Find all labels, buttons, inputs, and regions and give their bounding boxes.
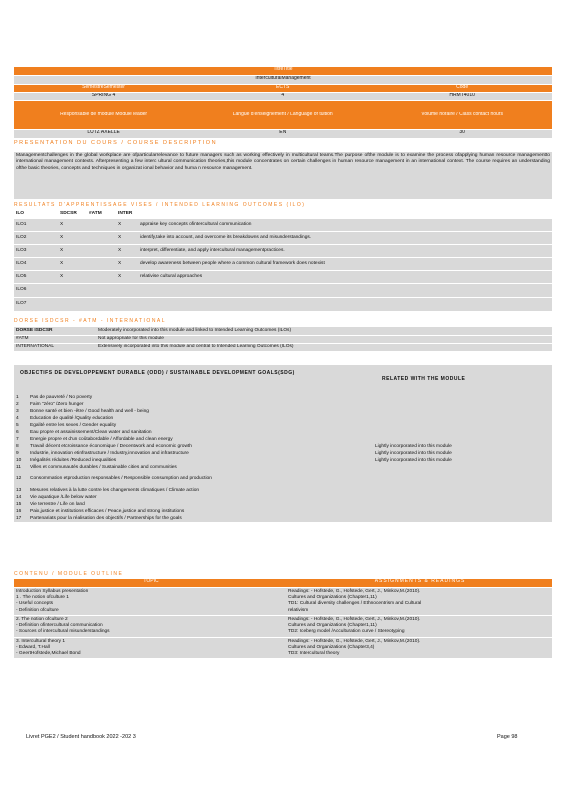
ilo-id: ILO4 bbox=[14, 257, 58, 270]
table-row bbox=[14, 616, 552, 638]
title-label: TitreTitle bbox=[273, 67, 293, 72]
table-row bbox=[14, 415, 552, 422]
sdg-goal: Faim "zéro" /Zero hunger bbox=[30, 401, 84, 407]
sdg-number: 14 bbox=[16, 494, 22, 500]
footer-left: Livret PGE2 / Student handbook 2022 -202 3 bbox=[26, 734, 136, 740]
table-row bbox=[14, 394, 552, 401]
ilo-sdcsr: X bbox=[58, 270, 87, 283]
assign-line: TD3: Intercultural theory bbox=[287, 651, 340, 657]
sdg-goal: Paix,justice et institutions efficaces / Peace,justice and strong institutions bbox=[30, 508, 185, 514]
outline-topic bbox=[14, 638, 286, 659]
legend-value: Extensively incorporated into this module and central to Intended Learning Outcomes (ILOs) bbox=[96, 343, 552, 351]
sdg-number: 12 bbox=[16, 476, 22, 482]
table-row bbox=[14, 270, 552, 283]
ilo-atm bbox=[87, 231, 116, 244]
ilo-atm bbox=[87, 244, 116, 257]
legend-key: INTERNATIONAL bbox=[14, 343, 96, 351]
table-row bbox=[14, 487, 552, 494]
sdg-relation bbox=[373, 394, 552, 401]
table-row bbox=[14, 457, 552, 464]
semester-value-row bbox=[14, 93, 552, 100]
sdg-goal: Egalité entre les sexes / Gender equality bbox=[30, 422, 117, 428]
ilo-table bbox=[14, 210, 552, 218]
ilo-id: ILO7 bbox=[14, 297, 58, 311]
sdg-relation: Lightly incorporated into this module bbox=[375, 443, 452, 449]
sdg-number: 6 bbox=[16, 429, 19, 435]
outline-title: CONTENU / MODULE OUTLINE bbox=[14, 571, 124, 577]
sdg-relation bbox=[373, 436, 552, 443]
topic-line: 3. Intercultural theory 1 bbox=[16, 638, 66, 644]
ilo-header-row bbox=[14, 210, 552, 218]
ilo-atm bbox=[87, 219, 116, 231]
ilo-text: develop awareness between people where a common cultural framework does notexist bbox=[138, 257, 552, 270]
semester-label-row bbox=[14, 85, 552, 92]
sdg-number: 13 bbox=[16, 487, 22, 493]
code-label: Code bbox=[456, 85, 469, 90]
sdg-number: 3 bbox=[16, 408, 19, 414]
sdg-number: 16 bbox=[16, 508, 22, 514]
sdg-header-right: RELATED WITH THE MODULE bbox=[382, 376, 466, 382]
sdg-relation: Lightly incorporated into this module bbox=[375, 450, 452, 456]
ects-value: 4 bbox=[281, 93, 285, 98]
sdg-goal: Eau propre et assainissement/Clean water and sanitation bbox=[30, 429, 152, 435]
table-row bbox=[14, 588, 552, 616]
outline-body bbox=[14, 588, 552, 658]
table-row bbox=[14, 231, 552, 244]
title-value: InterculturalManagement bbox=[255, 76, 311, 81]
ilo-inter bbox=[116, 297, 138, 311]
sdg-goal: Education de qualité /Quality education bbox=[30, 415, 114, 421]
ilo-inter: X bbox=[116, 270, 138, 283]
ects-label: ECTS bbox=[276, 85, 290, 90]
sdg-relation: Lightly incorporated into this module bbox=[375, 457, 452, 463]
topic-line: - Definition ofintercultural communication bbox=[16, 623, 103, 629]
assign-line: TD1: Cultural diversity challenges / Ethnocentrism and Cultural bbox=[287, 601, 422, 607]
ilo-header-inter: INTER bbox=[118, 211, 133, 217]
topic-line: 1 . The notion ofculture 1 bbox=[16, 595, 69, 601]
sdg-relation bbox=[373, 471, 552, 487]
table-row bbox=[14, 515, 552, 522]
sdg-relation bbox=[373, 464, 552, 471]
assign-line: Cultures and Organizations (Chapter1,11) bbox=[287, 623, 377, 629]
table-row bbox=[14, 429, 552, 436]
ilo-inter bbox=[116, 283, 138, 297]
ilo-text: identify,take into account, and overcome its breakdowns and misunderstandings. bbox=[138, 231, 552, 244]
sdg-goal: Energie propre et d'un coûtabordable / Affordable and clean energy bbox=[30, 436, 173, 442]
ilo-sdcsr bbox=[58, 297, 87, 311]
topic-line: - Useful concepts bbox=[16, 601, 54, 607]
sdg-goal: Travail décent etcroissance économique / Decentwork and economic growth bbox=[30, 443, 192, 449]
page-number: Page 98 bbox=[497, 734, 518, 740]
language-label: Langue d'enseignement / Language of tuition bbox=[232, 112, 333, 118]
sdg-goal: Pas de pauvreté / No poverty bbox=[30, 394, 93, 400]
assign-line: Cultures and Organizations (Chapter1,11) bbox=[287, 595, 377, 601]
ilo-id: ILO2 bbox=[14, 231, 58, 244]
ilo-id: ILO1 bbox=[14, 219, 58, 231]
sdg-relation bbox=[373, 415, 552, 422]
hours-label: Volume horaire / Class contact hours bbox=[421, 112, 503, 118]
topic-line: - Sources of intercultural misunderstandings bbox=[16, 629, 110, 635]
table-row bbox=[14, 343, 552, 351]
ilo-inter: X bbox=[116, 244, 138, 257]
legend-key: DORSE ISDCSR bbox=[14, 327, 96, 335]
sdg-relation bbox=[373, 515, 552, 522]
ilo-atm bbox=[87, 297, 116, 311]
table-row bbox=[14, 219, 552, 231]
table-row bbox=[14, 401, 552, 408]
sdg-number: 15 bbox=[16, 501, 22, 507]
legend-title: DORSE ISDCSR - #ATM - INTERNATIONAL bbox=[14, 318, 167, 324]
ilo-inter: X bbox=[116, 231, 138, 244]
ilo-id: ILO5 bbox=[14, 270, 58, 283]
table-row bbox=[14, 494, 552, 501]
outline-topic bbox=[14, 616, 286, 637]
sdg-relation bbox=[373, 494, 552, 501]
ilo-sdcsr: X bbox=[58, 257, 87, 270]
assign-line: Cultures and Organizations (Chapter3,4) bbox=[287, 644, 375, 650]
table-row bbox=[14, 335, 552, 343]
sdg-goal: Consommation etproduction responsables / Responsible consumption and production bbox=[30, 476, 212, 482]
ilo-text: interpret, differentiate, and apply intercultural managementpractices. bbox=[138, 244, 552, 257]
sdg-number: 10 bbox=[16, 457, 22, 463]
table-row bbox=[14, 508, 552, 515]
ilo-title: RESULTATS D'APPRENTISSAGE VISES / INTENDED LEARNING OUTCOMES (ILO) bbox=[14, 202, 306, 208]
table-row bbox=[14, 436, 552, 443]
ilo-inter: X bbox=[116, 257, 138, 270]
ilo-text bbox=[138, 283, 552, 297]
sdg-goal: Partenariats pour la réalisation des objectifs / Partnerships for the goals bbox=[30, 515, 182, 521]
outline-topic bbox=[14, 588, 286, 615]
assign-line: TD2: Iceberg model /Acculturation curve / Stereotyping bbox=[287, 629, 405, 635]
table-row bbox=[14, 450, 552, 457]
sdg-number: 2 bbox=[16, 401, 19, 407]
presentation-title: PRESENTATION DU COURS / COURSE DESCRIPTION bbox=[14, 140, 218, 146]
ilo-sdcsr bbox=[58, 283, 87, 297]
title-value-row bbox=[14, 76, 552, 84]
sdg-relation bbox=[373, 487, 552, 494]
table-row bbox=[14, 501, 552, 508]
title-label-row bbox=[14, 67, 552, 75]
sdg-goal: Mesures relatives à la lutte contre les changements climatiques / Climate action bbox=[30, 487, 200, 493]
sdg-relation bbox=[373, 422, 552, 429]
ilo-atm bbox=[87, 283, 116, 297]
table-row bbox=[14, 297, 552, 311]
topic-line: - Edward, T.Hall bbox=[16, 644, 50, 650]
table-row bbox=[14, 283, 552, 297]
topic-line: - Definition ofculture bbox=[16, 607, 59, 613]
ilo-sdcsr: X bbox=[58, 219, 87, 231]
sdg-relation bbox=[373, 401, 552, 408]
sdg-relation bbox=[373, 501, 552, 508]
semester-label: SemestreSemester bbox=[82, 85, 125, 90]
table-row bbox=[14, 422, 552, 429]
hours-value: 30 bbox=[459, 130, 465, 135]
sdg-relation bbox=[373, 429, 552, 436]
ilo-id: ILO6 bbox=[14, 283, 58, 297]
legend-value: Moderately incorporated into this module and linked to Intended Learning Outcomes (ILOs) bbox=[96, 327, 552, 335]
table-row bbox=[14, 443, 552, 450]
ilo-inter: X bbox=[116, 219, 138, 231]
sdg-number: 1 bbox=[16, 394, 19, 400]
sdg-goal: Inégalités réduites /Reduced inequalities bbox=[30, 457, 117, 463]
ilo-header-sdcsr: SDCSR bbox=[60, 211, 77, 217]
responsible-label-row bbox=[14, 101, 552, 129]
topic-line: 2. The notion ofculture 2 bbox=[16, 616, 68, 622]
sdg-header-left: OBJECTIFS DE DEVELOPPEMENT DURABLE (ODD) / SUSTAINABLE DEVELOPMENT GOALS(SDG) bbox=[20, 370, 295, 376]
sdg-goal: Vie terrestre / Life on land bbox=[30, 501, 85, 507]
outline-topic-label: TOPIC bbox=[143, 579, 159, 584]
sdg-relation bbox=[373, 508, 552, 515]
outline-assign bbox=[286, 616, 552, 637]
legend-key: #ATM bbox=[14, 335, 96, 343]
outline-assign bbox=[286, 588, 552, 615]
responsible-value: LUTZ AXELLE bbox=[87, 130, 120, 135]
table-row bbox=[14, 408, 552, 415]
sdg-number: 11 bbox=[16, 464, 21, 470]
sdg-goal: Bonne santé et bien -être / Good health and well - being bbox=[30, 408, 149, 414]
table-row bbox=[14, 471, 552, 487]
code-value: HRMT4010 bbox=[449, 93, 475, 98]
ilo-text: appraise key concepts ofintercultural communication bbox=[138, 219, 552, 231]
table-row bbox=[14, 464, 552, 471]
legend-value: Not appropriate for this module bbox=[96, 335, 552, 343]
outline-assign-label: ASSIGNMENTS & READINGS bbox=[374, 579, 466, 584]
ilo-text: relativise cultural approaches bbox=[138, 270, 552, 283]
assign-line: Readings: - Hofstede, G., Hofstede, Gert, J., Minkov,M.(2010). bbox=[287, 616, 421, 622]
outline-header bbox=[14, 579, 552, 587]
assign-line: relativism bbox=[287, 607, 309, 613]
sdg-relation bbox=[373, 408, 552, 415]
sdg-table bbox=[14, 394, 552, 522]
responsible-label: Responsable de module Module leader bbox=[60, 112, 148, 118]
table-row bbox=[14, 327, 552, 335]
sdg-goal: Villes et communautés durables / Sustainable cities and communities bbox=[30, 464, 177, 470]
ilo-sdcsr: X bbox=[58, 244, 87, 257]
sdg-number: 7 bbox=[16, 436, 19, 442]
sdg-number: 17 bbox=[16, 515, 22, 521]
sdg-number: 4 bbox=[16, 415, 19, 421]
ilo-text bbox=[138, 297, 552, 311]
presentation-text: Managementchallenges in the global workplace are ofparticularrelevance to future managers such as working effectively in multicultural teams.The purpose ofthe module is to examine the process ofapplying human resource managementto international management contexts. Afterpresenting a few interc ultural communication theories,this module concentrates on certain challenges in human resource management in an international context. The course requires an understanding ofthe basic theories, concepts and techniques in organizat ional behavior and huma n resource management. bbox=[14, 152, 552, 199]
responsible-value-row bbox=[14, 130, 552, 138]
sdg-number: 5 bbox=[16, 422, 19, 428]
ilo-header-ilo: ILO bbox=[16, 211, 24, 217]
ilo-sdcsr: X bbox=[58, 231, 87, 244]
assign-line: Readings: - Hofstede, G., Hofstede, Gert, J., Minkov,M.(2010). bbox=[287, 638, 421, 644]
table-row bbox=[14, 638, 552, 659]
table-row bbox=[14, 244, 552, 257]
sdg-number: 8 bbox=[16, 443, 19, 449]
semester-value: SPRING 4 bbox=[91, 93, 116, 98]
sdg-goal: Industrie, innovation etinfrastructure / Industry,innovation and infrastructure bbox=[30, 450, 189, 456]
ilo-header-atm: #ATM bbox=[89, 211, 102, 217]
ilo-rows bbox=[14, 219, 552, 312]
assign-line: Readings: - Hofstede, G., Hofstede, Gert, J., Minkov,M.(2010). bbox=[287, 589, 421, 594]
ilo-id: ILO3 bbox=[14, 244, 58, 257]
sdg-header bbox=[14, 365, 552, 394]
legend-table bbox=[14, 327, 552, 352]
ilo-atm bbox=[87, 270, 116, 283]
outline-assign bbox=[286, 638, 552, 659]
topic-line: - GeertHofstede,Michael Bond bbox=[16, 651, 81, 657]
topic-line: Introduction Syllabus presentation bbox=[16, 589, 89, 594]
language-value: EN bbox=[279, 130, 287, 135]
sdg-goal: Vie aquatique /Life below water bbox=[30, 494, 97, 500]
ilo-atm bbox=[87, 257, 116, 270]
table-row bbox=[14, 257, 552, 270]
sdg-number: 9 bbox=[16, 450, 19, 456]
